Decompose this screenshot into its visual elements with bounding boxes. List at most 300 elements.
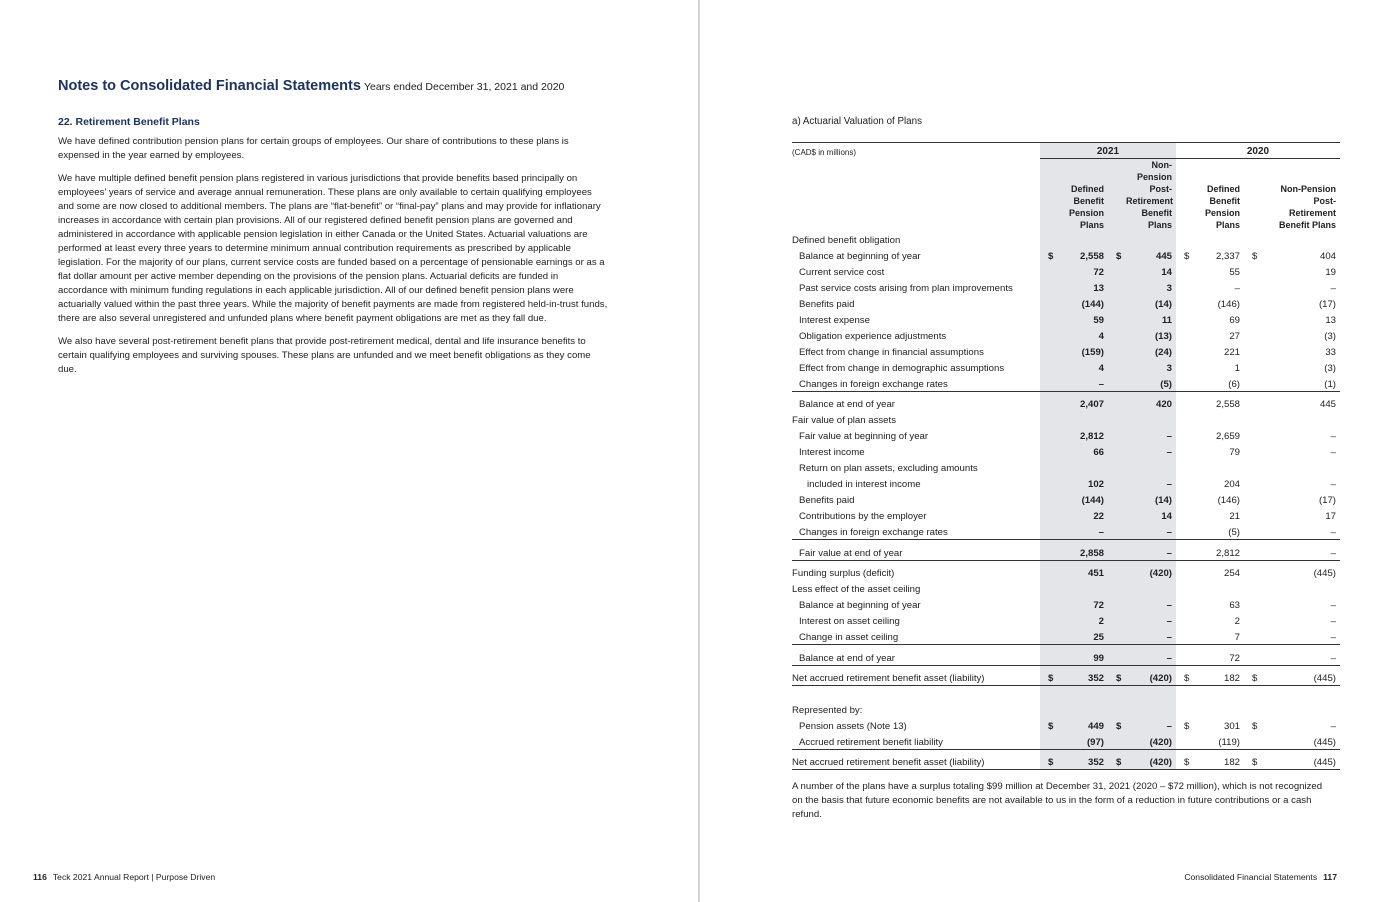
paragraph: We also have several post-retirement benefit plans that provide post-retirement medical, dental and life insurance benefits to certain qualifying employees and surviving spouses. These plans are unfunded and we meet benefit obligations as they come due. (58, 336, 591, 375)
value-cell: 3 (1126, 279, 1176, 295)
empty-cell (1040, 560, 1058, 580)
currency-sign: $ (1252, 251, 1258, 262)
currency-sign: $ (1108, 665, 1126, 685)
value-cell: – (1126, 612, 1176, 628)
currency-sign: $ (1040, 717, 1058, 733)
value-cell: – (1126, 628, 1176, 644)
table-row (792, 475, 1340, 491)
value-cell (1058, 701, 1108, 717)
value-cell: 17 (1325, 511, 1336, 522)
value-cell: 352 (1058, 749, 1108, 769)
row-label: Current service cost (799, 267, 885, 278)
empty-cell (1244, 507, 1262, 523)
empty-cell (1176, 391, 1194, 411)
spacer-row (792, 685, 1340, 701)
page-title (58, 78, 610, 94)
table-row (792, 295, 1340, 311)
value-cell (1194, 231, 1244, 247)
value-cell: (445) (1262, 665, 1340, 685)
value-cell: 102 (1058, 475, 1108, 491)
value-cell: 2 (1058, 612, 1108, 628)
row-label: Fair value of plan assets (792, 415, 896, 426)
row-label: Interest on asset ceiling (799, 616, 900, 627)
empty-cell (1040, 612, 1058, 628)
spacer-cell (1126, 685, 1176, 701)
value-cell: 13 (1058, 279, 1108, 295)
value-cell: 55 (1229, 267, 1240, 278)
empty-cell (1244, 560, 1262, 580)
empty-cell (1040, 427, 1058, 443)
empty-cell (1176, 560, 1194, 580)
row-label: Contributions by the employer (799, 511, 927, 522)
spacer-cell (1176, 685, 1194, 701)
value-cell: 1 (1234, 363, 1240, 374)
value-cell (1262, 231, 1340, 247)
value-cell: – (1262, 539, 1340, 560)
row-label: Balance at beginning of year (799, 600, 921, 611)
empty-cell (1176, 644, 1194, 665)
table-row (792, 733, 1340, 749)
value-cell: 4 (1058, 359, 1108, 375)
empty-cell (1108, 375, 1126, 391)
empty-cell (1176, 733, 1194, 749)
empty-cell (1108, 701, 1126, 717)
section-row (792, 580, 1340, 596)
value-cell: 2,812 (1058, 427, 1108, 443)
empty-cell (1040, 733, 1058, 749)
table-row (792, 665, 1340, 685)
value-cell (1058, 231, 1108, 247)
footnote: A number of the plans have a surplus totaling $99 million at December 31, 2021 (2020 – $72 million), which is not recognized on the basis that future economic benefits are not available to us in the form of a reduction in future contributions or a cash refund. (792, 781, 1323, 820)
value-cell: 63 (1229, 600, 1240, 611)
empty-cell (1176, 596, 1194, 612)
empty-cell (1176, 491, 1194, 507)
year-header-row (792, 143, 1340, 159)
value-cell: 445 (1126, 247, 1176, 263)
empty-cell (1244, 459, 1262, 475)
currency-sign: $ (1252, 721, 1258, 732)
value-cell: – (1126, 427, 1176, 443)
empty-cell (1176, 375, 1194, 391)
currency-sign: $ (1244, 749, 1262, 769)
row-label: Defined benefit obligation (792, 235, 901, 246)
value-cell: – (1126, 596, 1176, 612)
value-cell: (14) (1126, 295, 1176, 311)
value-cell: (17) (1318, 299, 1336, 310)
value-cell: (445) (1262, 733, 1340, 749)
value-cell: – (1126, 475, 1176, 491)
empty-cell (1176, 539, 1194, 560)
value-cell: 2,659 (1215, 431, 1240, 442)
value-cell (1194, 580, 1244, 596)
currency-sign: $ (1184, 721, 1190, 732)
empty-cell (1244, 391, 1262, 411)
empty-cell (1040, 359, 1058, 375)
unit-label: (CAD$ in millions) (792, 143, 1040, 159)
table-row (792, 491, 1340, 507)
empty-cell (1244, 263, 1262, 279)
row-label: Benefits paid (799, 495, 855, 506)
table-row (792, 427, 1340, 443)
page-divider (698, 0, 700, 902)
value-cell: (97) (1058, 733, 1108, 749)
empty-cell (1108, 295, 1126, 311)
table-title: a) Actuarial Valuation of Plans (792, 116, 922, 127)
currency-sign: $ (1244, 665, 1262, 685)
empty-cell (1040, 411, 1058, 427)
value-cell: – (1058, 523, 1108, 539)
row-label: Benefits paid (799, 299, 855, 310)
value-cell: (14) (1126, 491, 1176, 507)
value-cell: (420) (1126, 665, 1176, 685)
value-cell (1058, 580, 1108, 596)
empty-cell (1108, 359, 1126, 375)
empty-cell (1040, 475, 1058, 491)
value-cell: – (1126, 644, 1176, 665)
empty-cell (1176, 295, 1194, 311)
section-heading: 22. Retirement Benefit Plans (58, 116, 200, 128)
currency-sign: $ (1040, 665, 1058, 685)
value-cell: 33 (1325, 347, 1336, 358)
empty-cell (1176, 701, 1194, 717)
title-text: Notes to Consolidated Financial Statements (58, 78, 361, 94)
spacer-cell (1194, 685, 1244, 701)
empty-cell (1108, 596, 1126, 612)
value-cell: – (1262, 644, 1340, 665)
empty-cell (1244, 443, 1262, 459)
empty-cell (1108, 311, 1126, 327)
empty-cell (1244, 231, 1262, 247)
row-label: Effect from change in financial assumptions (799, 347, 984, 358)
empty-cell (1108, 644, 1126, 665)
table-row (792, 507, 1340, 523)
col-header: Non-Pension Post- Retirement Benefit Plans (1126, 159, 1176, 232)
empty-cell (1176, 327, 1194, 343)
table-row (792, 279, 1340, 295)
empty-cell (1176, 459, 1194, 475)
table-row (792, 247, 1340, 263)
empty-cell (1108, 327, 1126, 343)
empty-cell (1244, 359, 1262, 375)
row-label: Change in asset ceiling (799, 631, 899, 643)
table-row (792, 443, 1340, 459)
value-cell: – (1126, 717, 1176, 733)
value-cell (1126, 580, 1176, 596)
value-cell: (144) (1058, 491, 1108, 507)
value-cell: 204 (1223, 479, 1240, 490)
value-cell: (146) (1217, 495, 1240, 506)
page-number: 116 (33, 872, 47, 882)
empty-cell (1108, 343, 1126, 359)
value-cell: 221 (1223, 347, 1240, 358)
empty-cell (1040, 375, 1058, 391)
value-cell: 72 (1058, 596, 1108, 612)
value-cell: 14 (1126, 507, 1176, 523)
empty-cell (1040, 491, 1058, 507)
value-cell: 14 (1126, 263, 1176, 279)
table-row (792, 628, 1340, 644)
empty-cell (1176, 427, 1194, 443)
currency-sign: $ (1040, 247, 1058, 263)
table-row (792, 749, 1340, 769)
empty-cell (1108, 628, 1126, 644)
value-cell: 66 (1058, 443, 1108, 459)
empty-cell (1176, 523, 1194, 539)
value-cell: 404 (1319, 251, 1336, 262)
empty-cell (1108, 612, 1126, 628)
value-cell: (420) (1126, 560, 1176, 580)
empty-cell (1244, 295, 1262, 311)
empty-cell (1244, 279, 1262, 295)
empty-cell (1040, 523, 1058, 539)
empty-cell (1108, 539, 1126, 560)
value-cell: (420) (1126, 749, 1176, 769)
row-label: Past service costs arising from plan improvements (799, 283, 1013, 294)
empty-cell (1108, 231, 1126, 247)
empty-cell (1244, 327, 1262, 343)
spacer-cell (1108, 685, 1126, 701)
value-cell: 420 (1126, 391, 1176, 411)
empty-cell (1176, 612, 1194, 628)
value-cell: – (1234, 283, 1240, 294)
section-row (792, 459, 1340, 475)
left-page (58, 78, 610, 377)
row-label: Represented by: (792, 705, 863, 716)
table-row (792, 375, 1340, 391)
table-row (792, 596, 1340, 612)
currency-sign: $ (1184, 251, 1190, 262)
col-header: Defined Benefit Pension Plans (1204, 184, 1240, 230)
value-cell (1058, 459, 1108, 475)
value-cell: 21 (1229, 511, 1240, 522)
footer-text: Teck 2021 Annual Report | Purpose Driven (52, 872, 216, 882)
footer-left (33, 872, 215, 882)
empty-cell (1176, 475, 1194, 491)
empty-cell (1108, 459, 1126, 475)
empty-cell (1244, 523, 1262, 539)
value-cell: 59 (1058, 311, 1108, 327)
value-cell: – (1330, 283, 1336, 294)
empty-cell (1040, 327, 1058, 343)
row-label: Interest income (799, 447, 865, 458)
empty-cell (1176, 507, 1194, 523)
empty-cell (1244, 733, 1262, 749)
value-cell: 2,337 (1215, 251, 1240, 262)
empty-cell (1040, 539, 1058, 560)
empty-cell (1244, 701, 1262, 717)
value-cell: – (1330, 431, 1336, 442)
value-cell: 72 (1194, 644, 1244, 665)
currency-sign: $ (1108, 749, 1126, 769)
empty-cell (1244, 427, 1262, 443)
value-cell: (159) (1058, 343, 1108, 359)
empty-cell (1244, 596, 1262, 612)
value-cell: 25 (1058, 628, 1108, 644)
value-cell: 182 (1194, 749, 1244, 769)
value-cell: – (1330, 600, 1336, 611)
empty-cell (1040, 231, 1058, 247)
section-row (792, 231, 1340, 247)
section-row (792, 701, 1340, 717)
value-cell: 99 (1058, 644, 1108, 665)
value-cell: 19 (1325, 267, 1336, 278)
col-header: Non-Pension Post- Retirement Benefit Plans (1278, 184, 1336, 230)
empty-cell (1176, 263, 1194, 279)
value-cell (1126, 231, 1176, 247)
table-row (792, 644, 1340, 665)
row-label: Accrued retirement benefit liability (792, 733, 1040, 749)
empty-cell (1108, 560, 1126, 580)
value-cell (1126, 701, 1176, 717)
row-label: Fair value at beginning of year (799, 431, 929, 442)
table-row (792, 343, 1340, 359)
value-cell (1262, 459, 1340, 475)
value-cell: – (1058, 375, 1108, 391)
empty-cell (1176, 359, 1194, 375)
value-cell: 2,812 (1194, 539, 1244, 560)
value-cell: (3) (1324, 331, 1336, 342)
empty-cell (1040, 263, 1058, 279)
table-row (792, 359, 1340, 375)
value-cell: (445) (1313, 568, 1336, 579)
year-2021: 2021 (1040, 143, 1176, 159)
page-number: 117 (1323, 872, 1337, 882)
footer-right (1184, 872, 1337, 882)
value-cell: (146) (1217, 299, 1240, 310)
value-cell: 2,558 (1215, 399, 1240, 410)
value-cell: (17) (1318, 495, 1336, 506)
row-label: Obligation experience adjustments (799, 331, 947, 342)
value-cell: (445) (1262, 749, 1340, 769)
value-cell: – (1330, 479, 1336, 490)
spacer-cell (1244, 685, 1262, 701)
empty-cell (1176, 443, 1194, 459)
value-cell: 7 (1234, 631, 1240, 643)
table-row (792, 391, 1340, 411)
value-cell: 72 (1058, 263, 1108, 279)
empty-cell (1040, 311, 1058, 327)
empty-cell (1040, 459, 1058, 475)
empty-cell (1244, 612, 1262, 628)
value-cell: 2 (1234, 616, 1240, 627)
value-cell: (144) (1058, 295, 1108, 311)
value-cell: 352 (1058, 665, 1108, 685)
value-cell (1194, 459, 1244, 475)
value-cell: – (1330, 631, 1336, 643)
paragraph: We have defined contribution pension plans for certain groups of employees. Our share of contributions to these plans is expensed in the year earned by employees. (58, 136, 569, 161)
table-row (792, 560, 1340, 580)
empty-cell (1244, 375, 1262, 391)
row-label: Balance at end of year (799, 399, 896, 410)
table-row (792, 717, 1340, 733)
value-cell (1194, 411, 1244, 427)
row-label: Balance at beginning of year (799, 251, 921, 262)
spacer-cell (1040, 685, 1058, 701)
value-cell: 254 (1223, 568, 1240, 579)
value-cell: 3 (1126, 359, 1176, 375)
value-cell: – (1330, 526, 1336, 538)
empty-cell (1244, 475, 1262, 491)
empty-cell (1040, 295, 1058, 311)
empty-cell (1244, 539, 1262, 560)
empty-cell (1040, 343, 1058, 359)
empty-cell (1176, 411, 1194, 427)
value-cell: (3) (1324, 363, 1336, 374)
empty-cell (1176, 343, 1194, 359)
value-cell: (5) (1228, 526, 1240, 538)
row-label: Net accrued retirement benefit asset (liability) (792, 749, 1040, 769)
currency-sign: $ (1108, 247, 1126, 263)
value-cell: (119) (1194, 733, 1244, 749)
right-page (792, 116, 1340, 820)
empty-cell (1108, 279, 1126, 295)
currency-sign: $ (1108, 717, 1126, 733)
value-cell (1058, 411, 1108, 427)
paragraph: We have multiple defined benefit pension plans registered in various jurisdictions that provide benefits based principally on employees’ years of service and average annual remuneration. These plans are only available to certain qualifying employees and some are now closed to additional members. The plans are “flat-benefit” or “final-pay” plans and may provide for inflationary increases in accordance with certain plan provisions. All of our registered defined benefit pension plans are governed and administered in accordance with applicable pension legislation in either Canada or the United States. Actuarial valuations are performed at least every three years to determine minimum annual contribution requirements as prescribed by applicable legislation. For the majority of our plans, current service costs are funded based on a percentage of pensionable earnings or as a flat dollar amount per active member depending on the provisions of the pension plans. Actuarial deficits are funded in accordance with minimum funding regulations in each applicable jurisdiction. All of our defined benefit pension plans were actuarially valued within the past three years. While the majority of benefit payments are made from registered held-in-trust funds, there are also several unregistered and unfunded plans where benefit payment obligations are met as they fall due. (58, 173, 608, 324)
value-cell: 69 (1229, 315, 1240, 326)
empty-cell (1176, 580, 1194, 596)
spacer-cell (1058, 685, 1108, 701)
empty-cell (1040, 596, 1058, 612)
value-cell: – (1330, 447, 1336, 458)
empty-cell (1244, 411, 1262, 427)
empty-cell (1040, 644, 1058, 665)
empty-cell (1040, 279, 1058, 295)
empty-cell (1244, 311, 1262, 327)
currency-sign: $ (1040, 749, 1058, 769)
value-cell (1262, 580, 1340, 596)
row-label: Return on plan assets, excluding amounts (799, 463, 978, 474)
spacer-cell (1262, 685, 1340, 701)
row-label: Fair value at end of year (792, 539, 1040, 560)
table-row (792, 523, 1340, 539)
row-label: Net accrued retirement benefit asset (liability) (792, 665, 1040, 685)
row-label: Funding surplus (deficit) (792, 568, 895, 579)
value-cell: (5) (1126, 375, 1176, 391)
value-cell: 182 (1194, 665, 1244, 685)
empty-cell (1108, 391, 1126, 411)
empty-cell (1244, 644, 1262, 665)
empty-cell (1176, 628, 1194, 644)
empty-cell (1108, 580, 1126, 596)
value-cell: (420) (1126, 733, 1176, 749)
value-cell: 2,407 (1058, 391, 1108, 411)
value-cell (1262, 701, 1340, 717)
empty-cell (1244, 628, 1262, 644)
empty-cell (1040, 391, 1058, 411)
empty-cell (1040, 507, 1058, 523)
empty-cell (1108, 411, 1126, 427)
empty-cell (1040, 628, 1058, 644)
row-label: Less effect of the asset ceiling (792, 584, 921, 595)
value-cell: 301 (1223, 721, 1240, 732)
empty-cell (1040, 701, 1058, 717)
currency-sign: $ (1176, 665, 1194, 685)
empty-cell (1108, 491, 1126, 507)
value-cell: 22 (1058, 507, 1108, 523)
empty-cell (1244, 580, 1262, 596)
empty-cell (1108, 443, 1126, 459)
row-label: included in interest income (807, 479, 921, 490)
value-cell: – (1126, 523, 1176, 539)
table-row (792, 539, 1340, 560)
value-cell: 451 (1058, 560, 1108, 580)
value-cell: 79 (1229, 447, 1240, 458)
empty-cell (1040, 443, 1058, 459)
empty-cell (1040, 580, 1058, 596)
table-row (792, 311, 1340, 327)
value-cell: – (1126, 443, 1176, 459)
